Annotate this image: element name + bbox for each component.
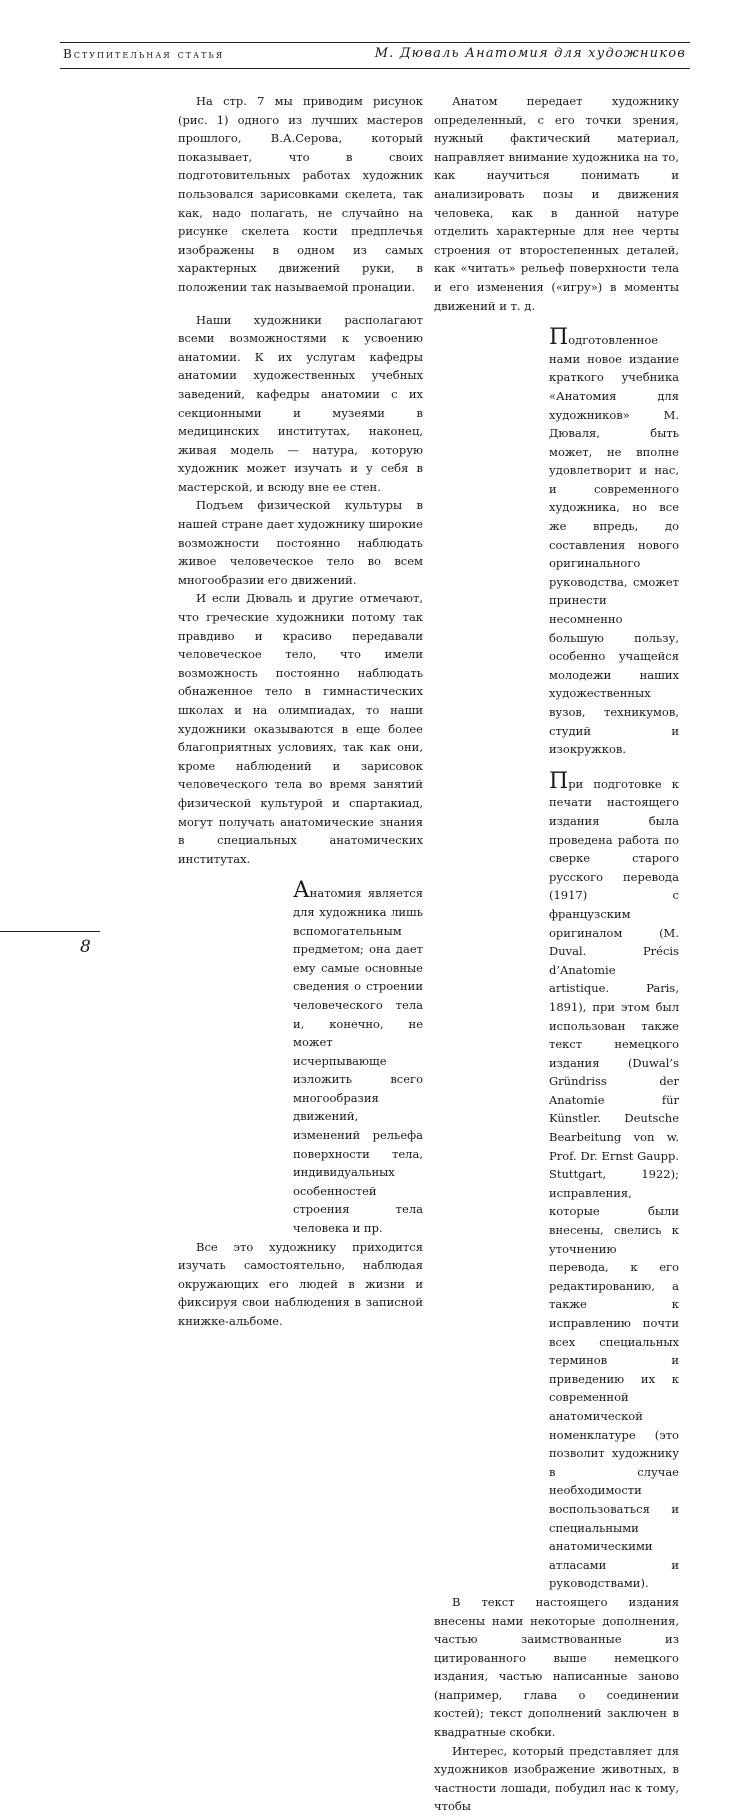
- paragraph: Наши художники располагают всеми возможностями к усвоению анатомии. К их услугам кафедры анатомии художественных учебных заведений, кафедры анатомии с их секционными и музеями в медицинских институтах, наконец, живая модель — натура, которую художник может изучать и у себя в мастерской, и всюду вне ее стен.: [178, 312, 423, 494]
- paragraph-with-initial: [434, 325, 679, 759]
- paragraph: Анатом передает художнику определенный, с его точки зрения, нужный фактический материал, направляет внимание художника на то, как научиться понимать и анализировать позы и движения человека, как в данной натуре отделить характерные для нее черты строения от второстепенных деталей, как «читать» рельеф поверхности тела и его изменения («игру») в моменты движений и т. д.: [434, 94, 679, 313]
- paragraph: И если Дюваль и другие отмечают, что греческие художники потому так правдиво и красиво передавали человеческое тело, что имели возможность постоянно наблюдать обнаженное тело в гимнастических школах и на олимпиадах, то наши художники оказываются в еще более благоприятных условиях, так как они, кроме наблюдений и зарисовок человеческого тела во время занятий физической культурой и спартакиад, могут получать анатомические знания в специальных анатомических институтах.: [178, 591, 423, 866]
- paragraph-text: одготовленное нами новое издание краткого учебника «Анатомия для художников» М. Дюваля, быть может, не вполне удовлетворит и нас, и современного художника, но все же впредь, до составления нового оригинального руководства, сможет принести несомненно большую пользу, особенно учащейся молодежи наших художественных вузов, техникумов, студий и изокружков.: [549, 333, 679, 757]
- paragraph-with-initial: [178, 878, 423, 1237]
- paragraph: Все это художнику приходится изучать самостоятельно, наблюдая окружающих его людей в жизни и фиксируя свои наблюдения в записной книжке-альбоме.: [178, 1239, 423, 1328]
- drop-initial: А: [293, 878, 310, 904]
- drop-initial: П: [549, 325, 569, 351]
- drop-initial: П: [549, 768, 569, 794]
- paragraph-text: натомия является для художника лишь вспомогательным предметом; она дает ему самые основные сведения о строении человеческого тела и, конечно, не может исчерпывающе изложить всего многообразия движений, изменений рельефа поверхности тела, индивидуальных особенностей строения тела человека и пр.: [293, 886, 423, 1236]
- paragraph-text: ри подготовке к печати настоящего издания была проведена работа по сверке старого русского перевода (1917) с французским оригиналом (M. Duval. Précis d’Anatomie artistique. Paris, 1891), при этом был использован также текст немецкого издания (Duwal’s Gründriss der Anatomie für Künstler. Deutsche Bearbeitung von w. Prof. Dr. Ernst Gaupp. Stuttgart, 1922); исправления, которые были внесены, свелись к уточнению перевода, к его редактированию, а также к исправлению почти всех специальных терминов и приведению их к современной анатомической номенклатуре (это позволит художнику в случае необходимости воспользоваться и специальными анатомическими атласами и руководствами).: [549, 776, 679, 1591]
- running-header: [60, 43, 690, 67]
- paragraph-with-initial: [434, 768, 679, 1593]
- page-number: 8: [80, 937, 91, 957]
- section-title: Вступительная статья: [63, 47, 225, 61]
- paragraph: В текст настоящего издания внесены нами некоторые дополнения, частью заимствованные из цитированного выше немецкого издания, частью написанные заново (например, глава о соединении костей); текст дополнений заключен в квадратные скобки.: [434, 1594, 679, 1740]
- right-column: [434, 92, 679, 1816]
- header-rule-bottom: [60, 68, 690, 69]
- paragraph: На стр. 7 мы приводим рисунок (рис. 1) одного из лучших мастеров прошлого, В.А.Серова, который показывает, что в своих подготовительных работах художник пользовался зарисовками скелета, так как, надо полагать, не случайно на рисунке скелета кости предплечья изображены в одном из самых характерных движений руки, в положении так называемой пронации.: [178, 94, 423, 294]
- footer-rule: [0, 931, 100, 932]
- book-title: М. Дюваль Анатомия для художников: [374, 46, 686, 61]
- paragraph: Интерес, который представляет для художников изображение животных, в частности лошади, побудил нас к тому, чтобы: [434, 1743, 679, 1814]
- left-column: [178, 92, 423, 1331]
- paragraph: Подъем физической культуры в нашей стране дает художнику широкие возможности постоянно наблюдать живое человеческое тело во всем многообразии его движений.: [178, 498, 423, 587]
